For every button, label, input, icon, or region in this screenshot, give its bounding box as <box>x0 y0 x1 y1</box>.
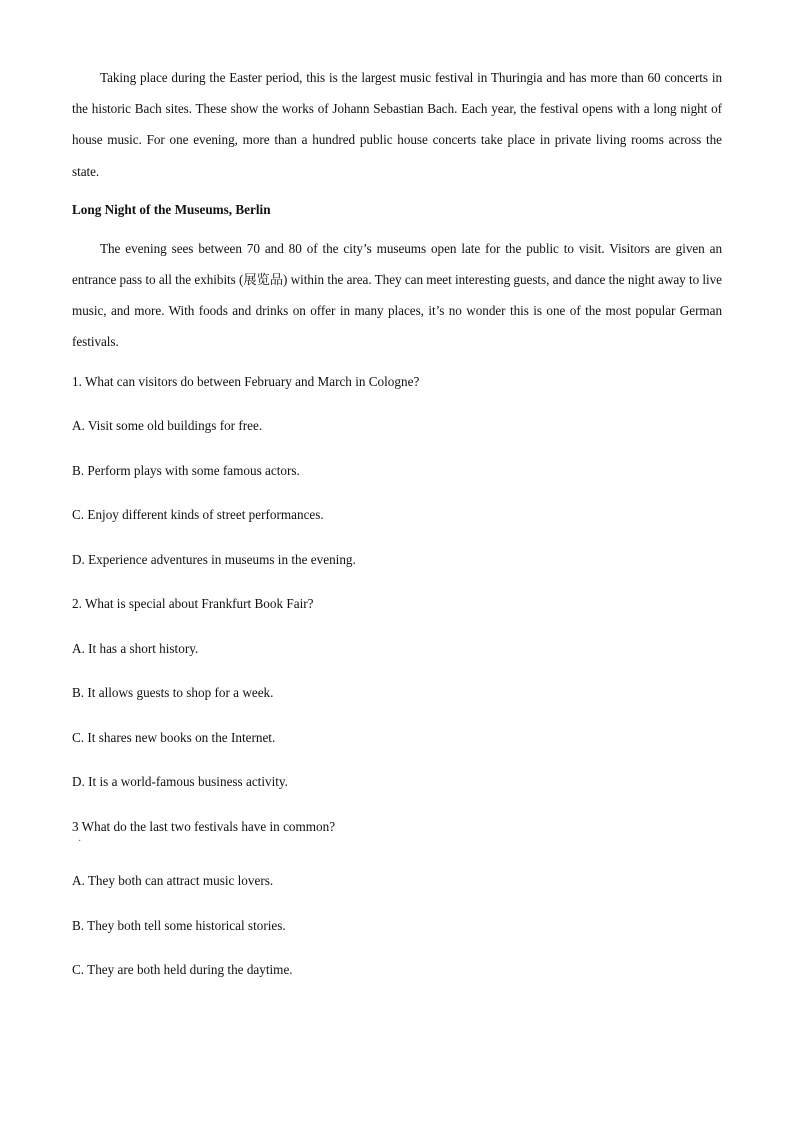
question-2 <box>72 594 722 792</box>
answer-option-b: B. Perform plays with some famous actors. <box>72 462 300 478</box>
answer-option-a: A. It has a short history. <box>72 640 199 656</box>
question-stem: 3 What do the last two festivals have in common? <box>72 818 336 834</box>
answer-option-d: D. Experience adventures in museums in the evening. <box>72 551 356 567</box>
passage-paragraph: The evening sees between 70 and 80 of the city’s museums open late for the public to visit. Visitors are given an entrance pass to all the exhibits (展览品) within the area. They can meet interesting guests, and dance the night away to live music, and more. With foods and drinks on offer in many places, it’s no wonder this is one of the most popular German festivals. <box>72 240 722 350</box>
answer-option-d: D. It is a world-famous business activity. <box>72 774 288 790</box>
answer-option-c: C. They are both held during the daytime. <box>72 962 293 978</box>
section-heading: Long Night of the Museums, Berlin <box>72 201 271 217</box>
answer-option-c: C. It shares new books on the Internet. <box>72 729 276 745</box>
answer-option-a: A. Visit some old buildings for free. <box>72 418 263 434</box>
passage-paragraph: Taking place during the Easter period, this is the largest music festival in Thuringia and has more than 60 concerts in the historic Bach sites. These show the works of Johann Sebastian Bach. Each year, the festival opens with a long night of house music. For one evening, more than a hundred public house concerts take place in private living rooms across the state. <box>72 70 722 179</box>
question-3 <box>72 817 722 981</box>
stray-dot-mark: · <box>78 835 82 847</box>
answer-option-b: B. It allows guests to shop for a week. <box>72 685 274 701</box>
question-stem: 1. What can visitors do between February and March in Cologne? <box>72 373 420 389</box>
answer-option-b: B. They both tell some historical stories. <box>72 917 286 933</box>
answer-option-a: A. They both can attract music lovers. <box>72 873 274 889</box>
question-stem: 2. What is special about Frankfurt Book Fair? <box>72 596 314 612</box>
answer-option-c: C. Enjoy different kinds of street performances. <box>72 507 324 523</box>
document-page <box>72 62 722 980</box>
question-1 <box>72 372 722 570</box>
